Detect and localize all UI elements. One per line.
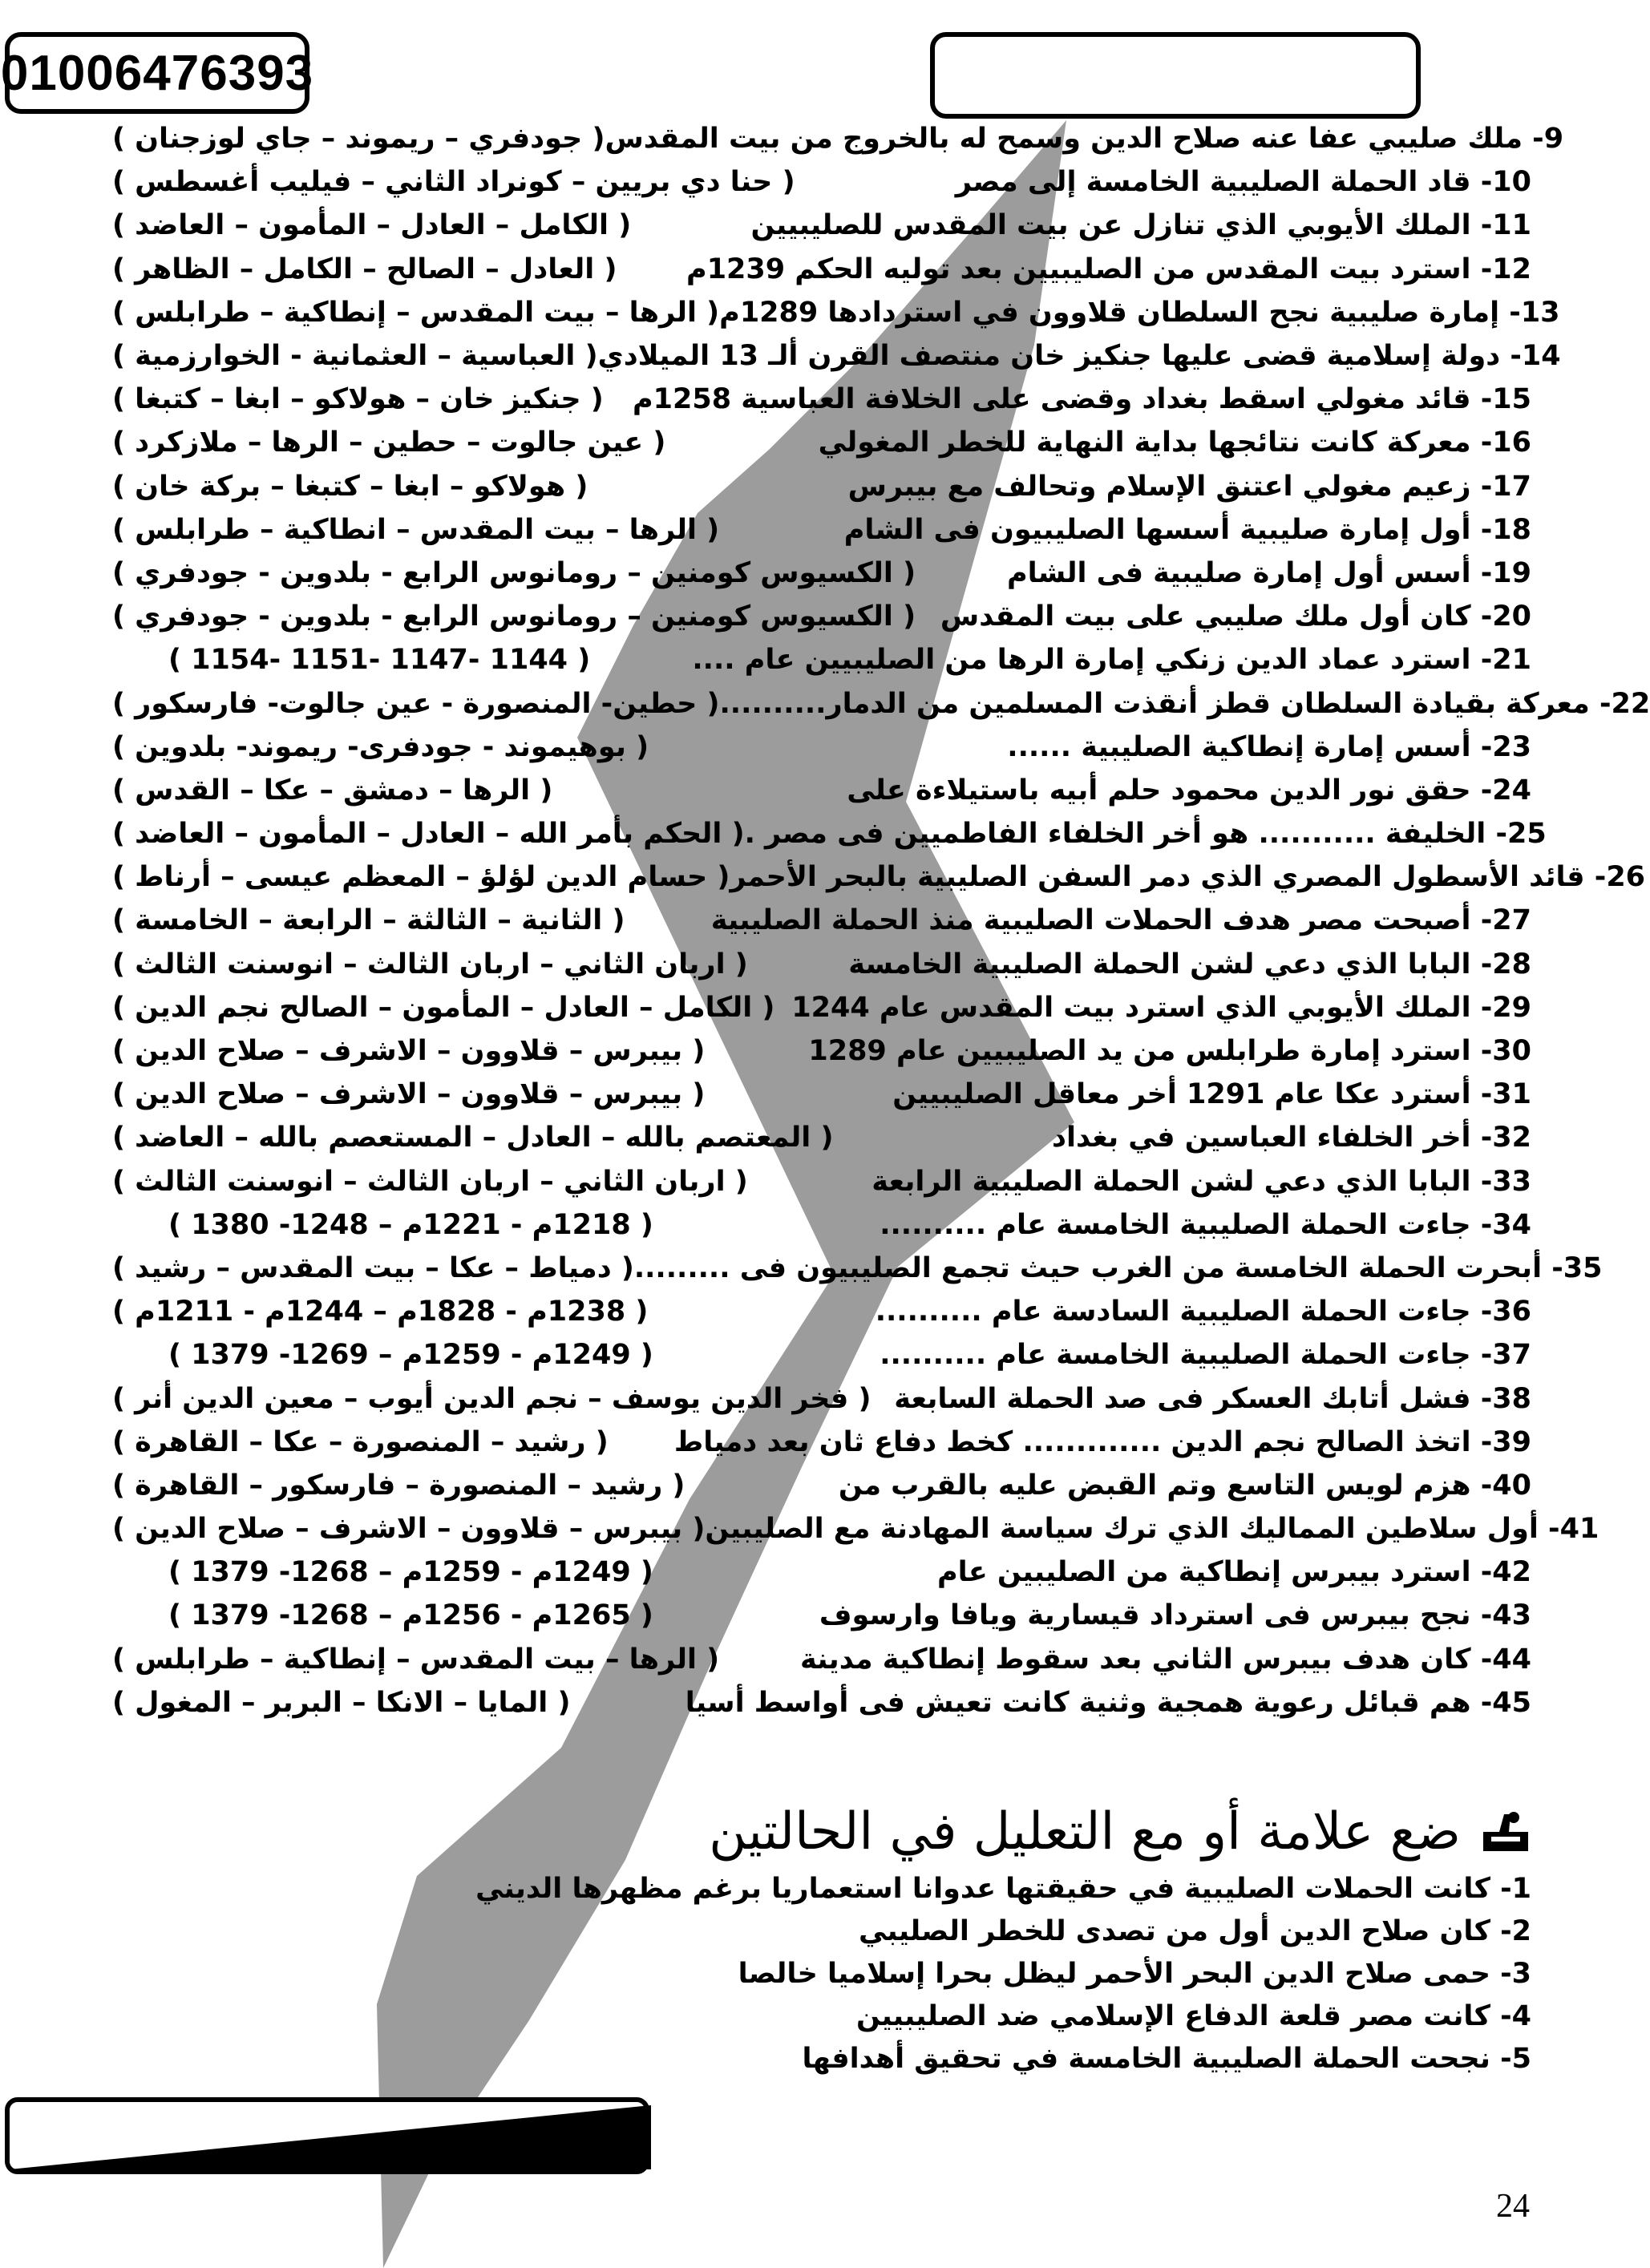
- tf-statement: 1- كانت الحملات الصليبية في حقيقتها عدوانا استعماريا برغم مظهرها الديني: [475, 1873, 1531, 1905]
- question-text: 35- أبحرت الحملة الخامسة من الغرب حيث تجمع الصليبيون فى .........: [633, 1251, 1603, 1284]
- question-row: [112, 1550, 1531, 1594]
- question-row: [112, 1507, 1599, 1550]
- question-row: [112, 1464, 1531, 1507]
- question-text: 38- فشل أتابك العسكر فى صد الحملة السابعة: [894, 1382, 1531, 1415]
- answer-options: ( الكسيوس كومنين – رومانوس الرابع - بلدوين - جودفري ): [112, 600, 916, 633]
- question-text: 32- أخر الخلفاء العباسين في بغداد: [1052, 1122, 1531, 1154]
- question-text: 19- أسس أول إمارة صليبية فى الشام: [1006, 556, 1531, 589]
- question-text: 26- قائد الأسطول المصري الذي دمر السفن الصليبية بالبحر الأحمر: [730, 861, 1646, 894]
- answer-options: ( اربان الثاني – اربان الثالث – انوسنت الثالث ): [112, 1165, 748, 1198]
- question-row: [112, 1421, 1531, 1464]
- question-row: [112, 378, 1531, 421]
- answer-options: ( 1238م - 1828م – 1244م - 1211م ): [112, 1296, 649, 1328]
- answer-options: ( الرها – بيت المقدس – إنطاكية – طرابلس ): [112, 296, 720, 329]
- question-text: 20- كان أول ملك صليبي على بيت المقدس: [940, 600, 1531, 633]
- answer-options: ( عين جالوت – حطين – الرها – ملازكرد ): [112, 427, 666, 459]
- question-text: 23- أسس إمارة إنطاكية الصليبية ......: [1007, 730, 1531, 763]
- question-row: [112, 595, 1531, 638]
- question-text: 12- استرد بيت المقدس من الصليبيين بعد توليه الحكم 1239م: [686, 253, 1531, 285]
- answer-options: ( الكسيوس كومنين – رومانوس الرابع - بلدوين - جودفري ): [112, 556, 916, 589]
- answer-options: ( المعتصم بالله – العادل – المستعصم بالله – العاضد ): [112, 1122, 834, 1154]
- question-text: 18- أول إمارة صليبية أسسها الصليبيون فى الشام: [843, 513, 1531, 546]
- question-text: 11- الملك الأيوبي الذي تنازل عن بيت المقدس للصليبيين: [750, 209, 1531, 242]
- answer-options: ( الرها – دمشق – عكا – القدس ): [112, 774, 553, 807]
- answer-options: ( جنكيز خان – هولاكو – ابغا – كتبغا ): [112, 383, 604, 416]
- answer-options: ( 1249م - 1259م – 1269- 1379 ): [168, 1339, 653, 1372]
- question-row: [112, 812, 1547, 855]
- question-row: [112, 160, 1531, 204]
- question-row: [112, 1029, 1531, 1073]
- question-row: [112, 638, 1531, 681]
- question-text: 41- أول سلاطين المماليك الذي ترك سياسة المهادنة مع الصليبين: [705, 1513, 1599, 1546]
- question-text: 24- حقق نور الدين محمود حلم أبيه باستيلاءة على: [847, 774, 1531, 807]
- question-text: 31- أسترد عكا عام 1291 أخر معاقل الصليبيين: [892, 1078, 1531, 1111]
- answer-options: ( حنا دي بريين – كونراد الثاني – فيليب أغسطس ): [112, 166, 795, 199]
- question-row: [112, 248, 1531, 291]
- question-text: 37- جاءت الحملة الصليبية الخامسة عام ..........: [880, 1339, 1531, 1372]
- question-text: 45- هم قبائل رعوية همجية وثنية كانت تعيش فى أواسط أسيا: [685, 1686, 1531, 1719]
- question-row: [112, 769, 1531, 812]
- question-text: 14- دولة إسلامية قضى عليها جنكيز خان منتصف القرن ألـ 13 الميلادي: [597, 340, 1561, 373]
- question-text: 17- زعيم مغولي اعتنق الإسلام وتحالف مع بيبرس: [847, 470, 1531, 503]
- answer-options: ( 1144 -1147 -1151 -1154 ): [168, 644, 591, 677]
- true-false-header: [361, 1796, 1531, 1868]
- phone-number: 01006476393: [0, 45, 314, 101]
- question-row: [112, 1247, 1603, 1290]
- page-number: 24: [1496, 2188, 1530, 2225]
- question-row: [112, 117, 1564, 160]
- question-row: [112, 1160, 1531, 1203]
- question-row: [112, 1116, 1531, 1159]
- question-text: 43- نجح بيبرس فى استرداد قيسارية ويافا وارسوف: [819, 1599, 1531, 1632]
- question-row: [112, 1681, 1531, 1724]
- question-text: 34- جاءت الحملة الصليبية الخامسة عام ..........: [880, 1208, 1531, 1241]
- answer-options: ( جودفري – ريموند – جاي لوزجنان ): [112, 123, 605, 156]
- question-text: 33- البابا الذي دعي لشن الحملة الصليبية الرابعة: [872, 1165, 1531, 1198]
- question-text: 28- البابا الذي دعي لشن الحملة الصليبية الخامسة: [848, 948, 1531, 980]
- question-text: 25- الخليفة ........... هو أخر الخلفاء الفاطميين فى مصر .: [744, 818, 1547, 851]
- tf-statement: 3- حمى صلاح الدين البحر الأحمر ليظل بحرا إسلاميا خالصا: [738, 1958, 1531, 1990]
- question-row: [112, 726, 1531, 769]
- question-row: [112, 334, 1561, 378]
- answer-options: ( رشيد – المنصورة – عكا – القاهرة ): [112, 1425, 609, 1458]
- true-false-title: ضع علامة أو مع التعليل في الحالتين: [709, 1802, 1461, 1862]
- question-text: 42- استرد بيبرس إنطاكية من الصليبين عام: [937, 1556, 1531, 1589]
- answer-options: ( الرها – بيت المقدس – انطاكية – طرابلس ): [112, 513, 720, 546]
- pen-hand-icon: [1480, 1809, 1531, 1854]
- question-row: [112, 1073, 1531, 1116]
- question-row: [112, 986, 1531, 1029]
- question-row: [112, 465, 1531, 508]
- question-row: [112, 943, 1531, 986]
- question-row: [112, 508, 1531, 552]
- answer-options: ( الثانية – الثالثة – الرابعة – الخامسة ): [112, 904, 625, 937]
- answer-options: ( رشيد – المنصورة – فارسكور – القاهرة ): [112, 1469, 685, 1502]
- tf-statement: 5- نجحت الحملة الصليبية الخامسة في تحقيق أهدافها: [802, 2043, 1531, 2075]
- question-text: 15- قائد مغولي اسقط بغداد وقضى على الخلافة العباسية 1258م: [632, 383, 1531, 416]
- question-row: [112, 1638, 1531, 1681]
- answer-options: ( الكامل – العادل – المأمون – العاضد ): [112, 209, 632, 242]
- true-false-list: [401, 1868, 1531, 2080]
- question-text: 22- معركة بقيادة السلطان قطز أنقذت المسلمين من الدمار..........: [719, 687, 1650, 720]
- question-row: [112, 1203, 1531, 1247]
- answer-options: ( دمياط – عكا – بيت المقدس – رشيد ): [112, 1251, 634, 1284]
- answer-options: ( بيبرس – قلاوون – الاشرف – صلاح الدين ): [112, 1035, 706, 1068]
- question-text: 39- اتخذ الصالح نجم الدين ............. كخط دفاع ثان بعد دمياط: [673, 1425, 1531, 1458]
- answer-options: ( المايا – الانكا – البربر – المغول ): [112, 1686, 571, 1719]
- answer-options: ( الحكم بأمر الله – العادل – المأمون – العاضد ): [112, 818, 745, 851]
- question-row: [112, 421, 1531, 464]
- question-text: 29- الملك الأيوبي الذي استرد بيت المقدس عام 1244: [791, 991, 1531, 1024]
- question-text: 40- هزم لويس التاسع وتم القبض عليه بالقرب من: [838, 1469, 1531, 1502]
- question-row: [112, 291, 1560, 334]
- question-text: 16- معركة كانت نتائجها بداية النهاية للخطر المغولي: [818, 427, 1531, 459]
- answer-options: ( الكامل – العادل – المأمون – الصالح نجم الدين ): [112, 991, 775, 1024]
- question-row: [112, 855, 1646, 899]
- question-row: [112, 1333, 1531, 1377]
- question-row: [112, 1594, 1531, 1637]
- question-text: 44- كان هدف بيبرس الثاني بعد سقوط إنطاكية مدينة: [800, 1643, 1531, 1676]
- question-row: [112, 1290, 1531, 1333]
- question-row: [112, 204, 1531, 247]
- answer-options: ( فخر الدين يوسف – نجم الدين أيوب – معين الدين أنر ): [112, 1382, 872, 1415]
- footer-wedge-decoration: [10, 2102, 651, 2174]
- question-text: 9- ملك صليبي عفا عنه صلاح الدين وسمح له بالخروج من بيت المقدس: [605, 123, 1564, 156]
- question-row: [112, 681, 1650, 725]
- answer-options: ( حطين- المنصورة - عين جالوت- فارسكور ): [112, 687, 720, 720]
- answer-options: ( 1265م - 1256م – 1268- 1379 ): [168, 1599, 653, 1632]
- question-text: 27- أصبحت مصر هدف الحملات الصليبية منذ الحملة الصليبية: [710, 904, 1531, 937]
- answer-options: ( بيبرس – قلاوون – الاشرف – صلاح الدين ): [112, 1078, 706, 1111]
- footer-box: [5, 2097, 649, 2174]
- question-text: 10- قاد الحملة الصليبية الخامسة إلى مصر: [955, 166, 1531, 199]
- question-row: [112, 1377, 1531, 1420]
- answer-options: ( اربان الثاني – اربان الثالث – انوسنت الثالث ): [112, 948, 748, 980]
- answer-options: ( حسام الدين لؤلؤ – المعظم عيسى – أرناط ): [112, 861, 730, 894]
- answer-options: ( 1249م - 1259م – 1268- 1379 ): [168, 1556, 653, 1589]
- question-list: [112, 117, 1650, 1724]
- header-blank-box: [930, 32, 1421, 119]
- question-text: 30- استرد إمارة طرابلس من يد الصليبيين عام 1289: [808, 1035, 1531, 1068]
- question-row: [112, 552, 1531, 595]
- phone-number-box: [0, 32, 314, 114]
- answer-options: ( هولاكو – ابغا – كتبغا – بركة خان ): [112, 470, 588, 503]
- answer-options: ( العباسية – العثمانية - الخوارزمية ): [112, 340, 598, 373]
- question-text: 36- جاءت الحملة الصليبية السادسة عام ..........: [875, 1296, 1531, 1328]
- answer-options: ( العادل – الصالح – الكامل – الظاهر ): [112, 253, 617, 285]
- answer-options: ( بيبرس – قلاوون – الاشرف – صلاح الدين ): [112, 1513, 706, 1546]
- answer-options: ( الرها – بيت المقدس – إنطاكية – طرابلس ): [112, 1643, 720, 1676]
- question-row: [112, 899, 1531, 942]
- answer-options: ( بوهيموند - جودفرى- ريموند- بلدوين ): [112, 730, 649, 763]
- question-text: 21- استرد عماد الدين زنكي إمارة الرها من الصليبيين عام ....: [692, 644, 1531, 677]
- tf-statement: 2- كان صلاح الدين أول من تصدى للخطر الصليبي: [859, 1915, 1531, 1947]
- tf-statement: 4- كانت مصر قلعة الدفاع الإسلامي ضد الصليبيين: [855, 2000, 1531, 2032]
- question-text: 13- إمارة صليبية نجح السلطان قلاوون في استردادها 1289م: [719, 296, 1560, 329]
- answer-options: ( 1218م - 1221م – 1248- 1380 ): [168, 1208, 653, 1241]
